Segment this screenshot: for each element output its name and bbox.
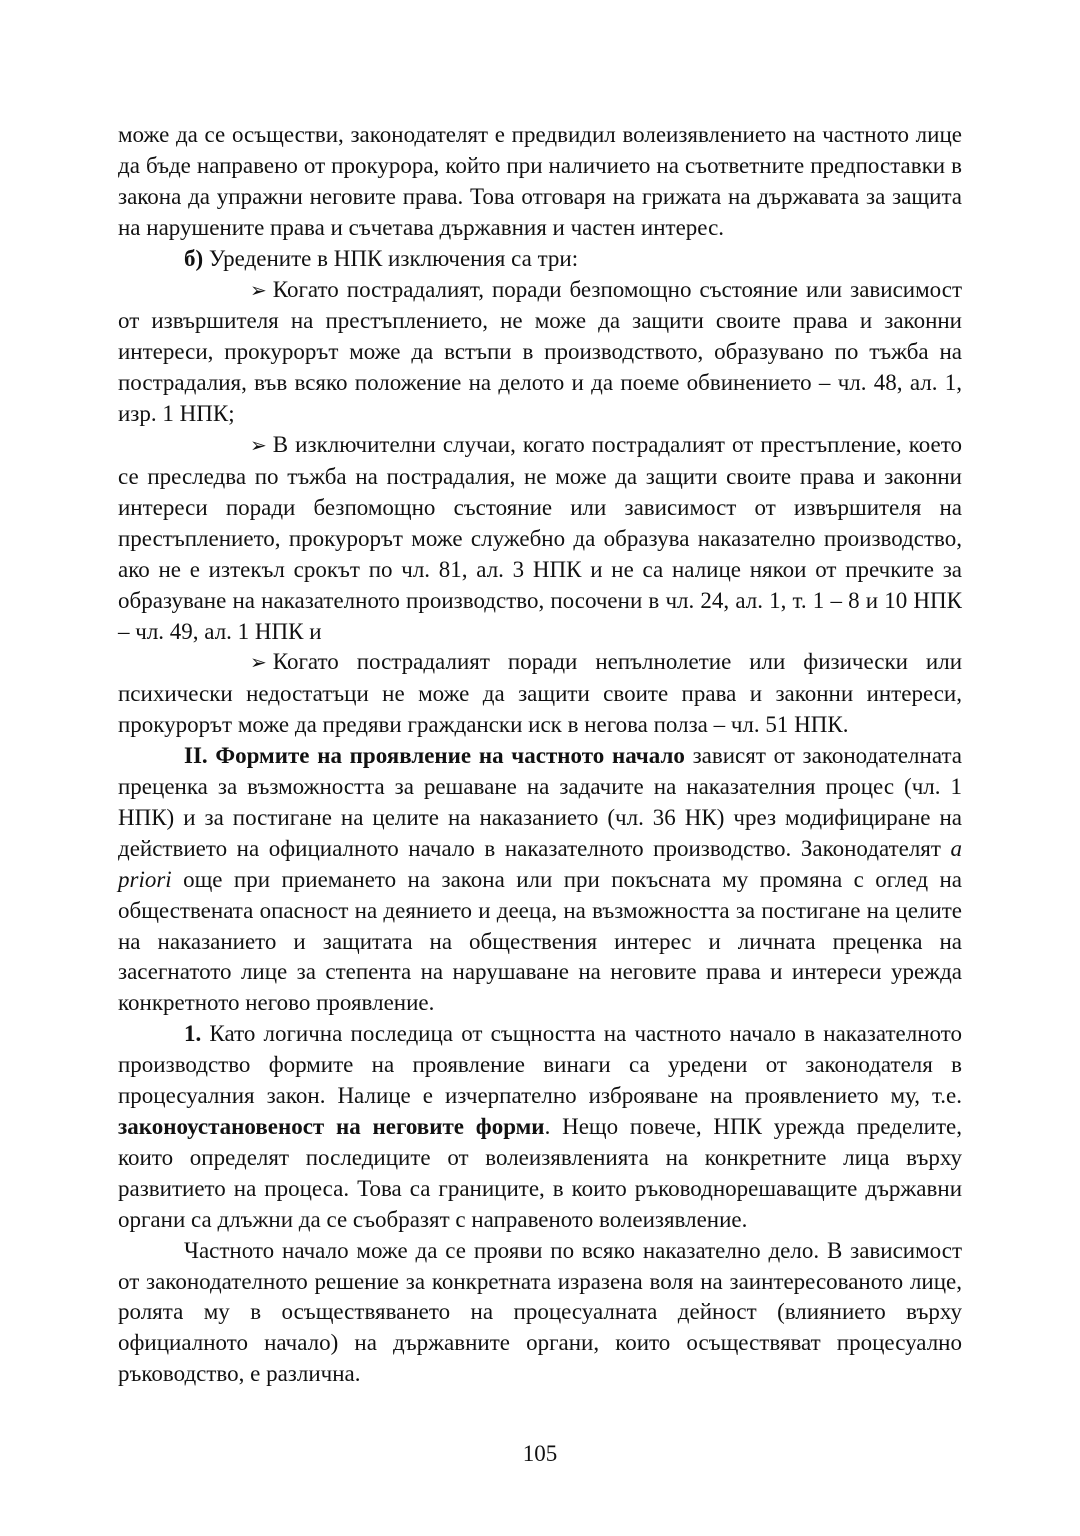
body-text	[118, 120, 962, 1390]
point-number: 1.	[184, 1021, 202, 1047]
bullet-text: В изключителни случаи, когато пострадалият от престъпление, което се преследва по тъжба на пострадалия, не може да защити своите права и законни интереси поради безпомощно състояние или зависимост от извършителя на престъплението, прокурорът може служебно да образува наказателно производство, ако не е изтекъл срокът по чл. 81, ал. 3 НПК и не са налице някои от пречките за образуване на наказателното производство, посочени в чл. 24, ал. 1, т. 1 – 8 и 10 НПК – чл. 49, ал. 1 НПК и	[118, 432, 962, 644]
bullet-item	[118, 647, 962, 741]
paragraph-text: Уредените в НПК изключения са три:	[203, 245, 579, 271]
paragraph-text: . Нещо повече, НПК урежда пределите, които определят последиците от волеизявленията на конкретните лица върху развитието на процеса. Това са границите, в които ръководнорешаващите държавни органи са длъжни да се съобразят с направеното волеизявление.	[118, 1114, 962, 1232]
paragraph-text: Като логична последица от същността на частното начало в наказателното производство формите на проявление винаги са уредени от законодателя в процесуалния закон. Налице е изчерпателно изброяване на проявлението му, т.е.	[118, 1021, 962, 1109]
bullet-text: Когато пострадалият поради непълнолетие или физически или психически недостатъци не може да защити своите права и законни интереси, прокурорът може да предяви граждански иск в негова полза – чл. 51 НПК.	[118, 649, 962, 738]
arrow-bullet-icon: ➢	[250, 652, 267, 675]
paragraph-text: Частното начало може да се прояви по всяко наказателно дело. В зависимост от законодателното решение за конкретната изразена воля на заинтересованото лице, ролята му в осъществяването на процесуалната дейност (влиянието върху официалното начало) на държавните органи, които осъществяват процесуално ръководство, е различна.	[118, 1237, 962, 1387]
paragraph-text: зависят от законодателната преценка за възможността за решаване на задачите на наказателния процес (чл. 1 НПК) и за постигане на целите на наказанието (чл. 36 НК) чрез модифициране на действието на официалното начало в наказателното производство. Законодателят	[118, 743, 962, 861]
emphasis-term: законоустановеност на неговите форми	[118, 1114, 545, 1139]
paragraph-closing	[118, 1236, 962, 1391]
paragraph-forms-section	[118, 741, 962, 1019]
list-letter: б)	[184, 245, 204, 271]
paragraph-text: може да се осъществи, законодателят е предвидил волеизявлението на частното лице да бъде направено от прокурора, който при наличието на съответните предпоставки в закона да упражни неговите права. Това отговаря на грижата на държавата за защита на нарушените права и съчетава държавния и частен интерес.	[118, 122, 962, 240]
paragraph-exceptions-intro	[118, 244, 962, 275]
latin-term: a priori	[118, 835, 962, 892]
section-heading: II. Формите на проявление на частното начало	[184, 743, 685, 769]
arrow-bullet-icon: ➢	[250, 279, 267, 302]
paragraph-text: още при приемането на закона или при покъсната му промяна с оглед на обществената опасност на деянието и дееца, на възможността за постигане на целите на наказанието и защитата на обществения интерес и личната преценка на засегнатото лице за степента на нарушаване на неговите права и интереси урежда конкретното негово проявление.	[118, 866, 962, 1016]
bullet-text: Когато пострадалият, поради безпомощно състояние или зависимост от извършителя на престъплението, не може да защити своите права и законни интереси, прокурорът може да встъпи в производството, образувано по тъжба на пострадалия, във всяко положение на делото и да поеме обвинението – чл. 48, ал. 1, изр. 1 НПК;	[118, 276, 962, 427]
bullet-item	[118, 430, 962, 647]
arrow-bullet-icon: ➢	[250, 435, 267, 458]
paragraph-point-1	[118, 1019, 962, 1235]
paragraph-continuation	[118, 120, 962, 244]
page-number: 105	[522, 1441, 558, 1466]
bullet-item	[118, 275, 962, 431]
